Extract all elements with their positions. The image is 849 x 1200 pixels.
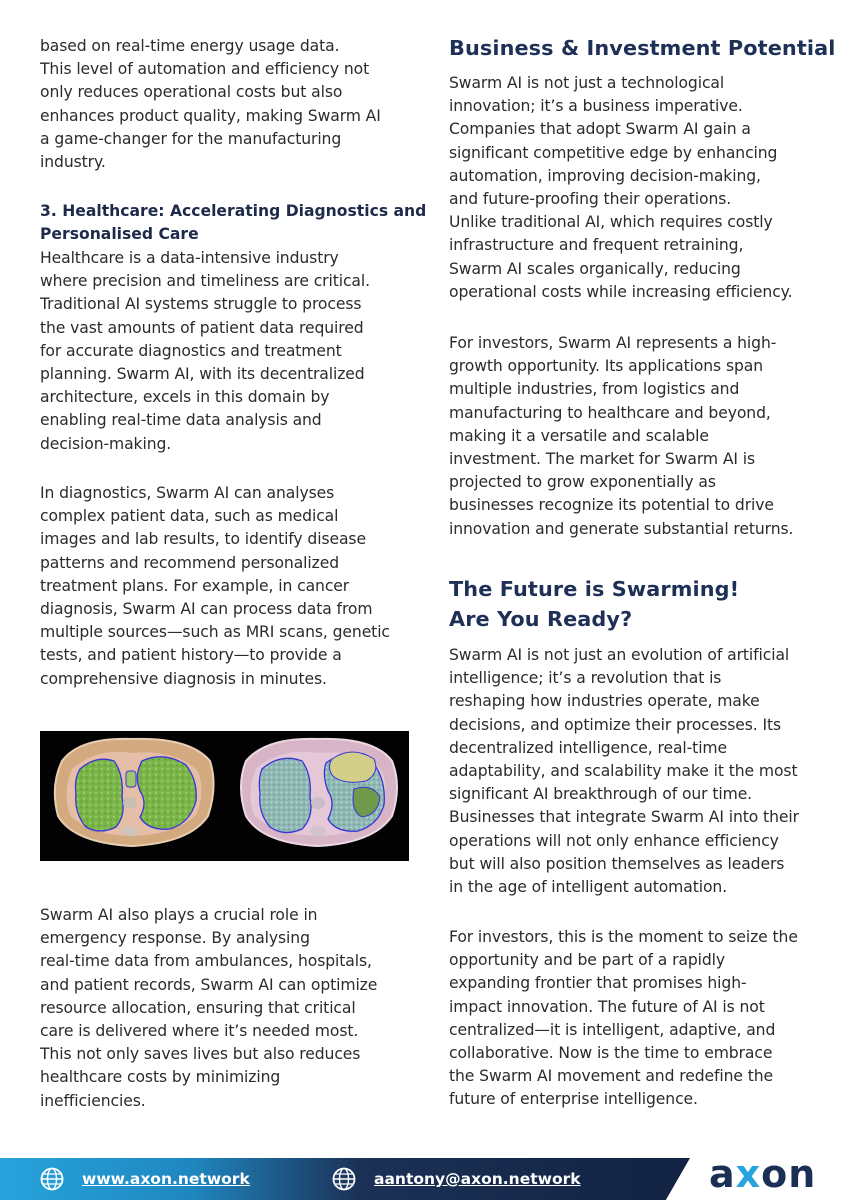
text-line: and future-proofing their operations. [449, 190, 732, 209]
heading-line: 3. Healthcare: Accelerating Diagnostics and [40, 202, 427, 220]
text-line: enhances product quality, making Swarm AI [40, 106, 381, 125]
text-line: Healthcare is a data-intensive industry [40, 249, 339, 267]
text-line: for accurate diagnostics and treatment [40, 341, 342, 360]
text-line: expanding frontier that promises high- [449, 974, 747, 993]
text-line: emergency response. By analysing [40, 929, 310, 948]
text-line: reshaping how industries operate, make [449, 692, 760, 711]
text-line: comprehensive diagnosis in minutes. [40, 669, 327, 688]
ct-scan-image [40, 731, 409, 861]
text-line: inefficiencies. [40, 1091, 146, 1110]
text-line: decentralized intelligence, real-time [449, 738, 728, 757]
text-line: manufacturing to healthcare and beyond, [449, 403, 771, 422]
text-line: resource allocation, ensuring that critical [40, 998, 356, 1017]
text-line: a game-changer for the manufacturing [40, 129, 342, 148]
text-line: Traditional AI systems struggle to process [40, 295, 362, 314]
business-paragraph-2 [449, 332, 793, 541]
right-ct-slice [232, 731, 409, 861]
text-line: growth opportunity. Its applications span [449, 357, 764, 376]
text-line: innovation; it’s a business imperative. [449, 97, 743, 116]
text-line: For investors, Swarm AI represents a high- [449, 334, 777, 352]
text-line: collaborative. Now is the time to embrace [449, 1044, 773, 1063]
text-line: images and lab results, to identify disease [40, 530, 366, 549]
text-line: operations will not only enhance efficiency [449, 831, 779, 850]
text-line: intelligence; it’s a revolution that is [449, 669, 722, 688]
logo-text-x: x [735, 1152, 762, 1196]
text-line: and patient records, Swarm AI can optimize [40, 975, 378, 994]
text-line: diagnosis, Swarm AI can process data from [40, 600, 373, 619]
email-link[interactable]: aantony@axon.network [374, 1170, 581, 1188]
text-line: operational costs while increasing efficiency. [449, 282, 793, 301]
text-line: decisions, and optimize their processes. Its [449, 715, 782, 734]
logo-text-prefix: a [709, 1152, 736, 1196]
text-line: Swarm AI also plays a crucial role in [40, 906, 318, 924]
text-line: industry. [40, 153, 106, 172]
text-line: centralized—it is intelligent, adaptive, and [449, 1020, 776, 1039]
text-line: Businesses that integrate Swarm AI into their [449, 808, 799, 827]
text-line: This level of automation and efficiency not [40, 60, 370, 79]
logo-text-suffix: on [761, 1152, 817, 1196]
axon-logo [709, 1148, 816, 1200]
text-line: real-time data from ambulances, hospitals, [40, 952, 372, 971]
text-line: Companies that adopt Swarm AI gain a [449, 120, 751, 139]
text-line: Swarm AI is not just a technological [449, 74, 725, 92]
healthcare-paragraph-1 [40, 247, 370, 456]
globe-icon [40, 1167, 64, 1191]
heading-line: The Future is Swarming! [449, 577, 740, 601]
healthcare-heading [40, 200, 426, 246]
text-line: automation, improving decision-making, [449, 166, 761, 185]
text-line: making it a versatile and scalable [449, 426, 709, 445]
heading-line: Are You Ready? [449, 607, 633, 631]
future-paragraph-2 [449, 926, 798, 1112]
heading-line: Business & Investment Potential [449, 36, 836, 60]
emergency-paragraph [40, 904, 377, 1113]
text-line: healthcare costs by minimizing [40, 1068, 281, 1087]
text-line: Swarm AI scales organically, reducing [449, 259, 741, 278]
text-line: multiple industries, from logistics and [449, 380, 740, 399]
text-line: future of enterprise intelligence. [449, 1090, 698, 1109]
text-line: patterns and recommend personalized [40, 553, 340, 572]
text-line: in the age of intelligent automation. [449, 878, 728, 897]
text-line: Swarm AI is not just an evolution of artificial [449, 646, 790, 664]
business-paragraph-1 [449, 72, 792, 304]
text-line: where precision and timeliness are critical. [40, 272, 370, 291]
text-line: care is delivered where it’s needed most. [40, 1022, 359, 1041]
text-line: tests, and patient history—to provide a [40, 646, 342, 665]
footer-website[interactable] [40, 1158, 250, 1200]
text-line: For investors, this is the moment to seize the [449, 928, 798, 946]
text-line: adaptability, and scalability make it the most [449, 762, 798, 781]
healthcare-paragraph-2 [40, 482, 390, 691]
footer-email[interactable] [332, 1158, 581, 1200]
business-investment-heading [449, 33, 835, 63]
text-line: significant competitive edge by enhancing [449, 143, 778, 162]
text-line: impact innovation. The future of AI is not [449, 997, 765, 1016]
text-line: planning. Swarm AI, with its decentralized [40, 365, 365, 384]
text-line: Unlike traditional AI, which requires costly [449, 213, 773, 232]
text-line: significant AI breakthrough of our time. [449, 785, 753, 804]
text-line: based on real-time energy usage data. [40, 37, 340, 55]
ct-scan-figure [40, 731, 409, 861]
text-line: complex patient data, such as medical [40, 507, 339, 526]
text-line: This not only saves lives but also reduces [40, 1045, 361, 1064]
text-line: innovation and generate substantial returns. [449, 519, 794, 538]
text-line: but will also position themselves as leaders [449, 854, 785, 873]
text-line: infrastructure and frequent retraining, [449, 236, 744, 255]
text-line: projected to grow exponentially as [449, 473, 716, 492]
text-line: the vast amounts of patient data required [40, 318, 364, 337]
text-line: the Swarm AI movement and redefine the [449, 1067, 774, 1086]
text-line: opportunity and be part of a rapidly [449, 951, 726, 970]
text-line: treatment plans. For example, in cancer [40, 576, 350, 595]
text-line: multiple sources—such as MRI scans, genetic [40, 623, 390, 642]
text-line: only reduces operational costs but also [40, 83, 343, 102]
text-line: investment. The market for Swarm AI is [449, 450, 755, 469]
website-link[interactable]: www.axon.network [82, 1170, 250, 1188]
email-globe-icon [332, 1167, 356, 1191]
text-line: enabling real-time data analysis and [40, 411, 322, 430]
heading-line: Personalised Care [40, 225, 199, 244]
text-line: decision-making. [40, 434, 172, 453]
text-line: businesses recognize its potential to drive [449, 496, 774, 515]
text-line: In diagnostics, Swarm AI can analyses [40, 484, 335, 502]
text-line: architecture, excels in this domain by [40, 388, 330, 407]
left-ct-slice [40, 731, 221, 861]
intro-paragraph [40, 35, 381, 174]
future-paragraph-1 [449, 644, 799, 899]
future-heading [449, 574, 739, 634]
